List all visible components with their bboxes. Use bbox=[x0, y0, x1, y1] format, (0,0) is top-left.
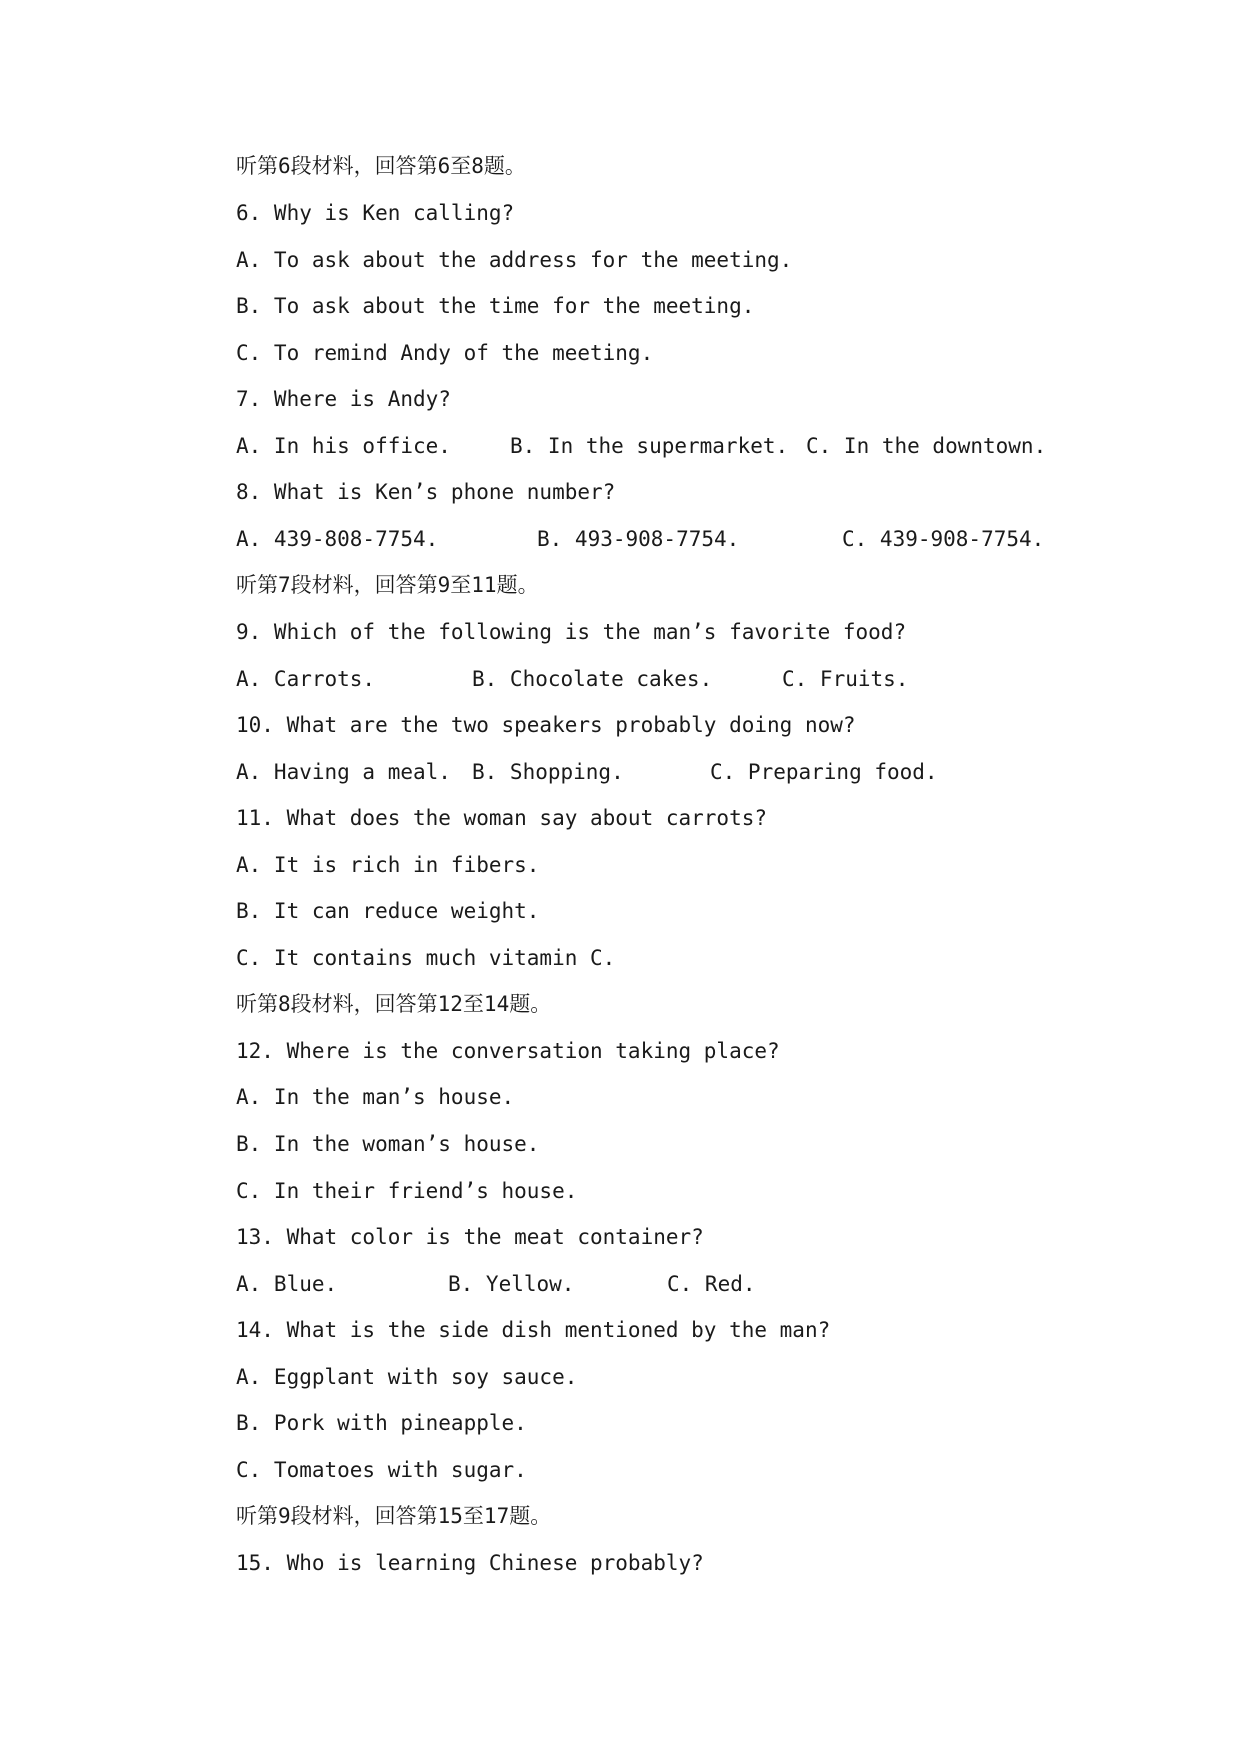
option-line: A. Eggplant with soy sauce. bbox=[236, 1365, 578, 1389]
option-line: C. It contains much vitamin C. bbox=[236, 946, 616, 970]
option-b: B. Chocolate cakes. bbox=[472, 667, 713, 691]
question-stem: 12. Where is the conversation taking place? bbox=[236, 1039, 780, 1063]
option-b: B. Shopping. bbox=[472, 760, 624, 784]
question-stem: 9. Which of the following is the man’s favorite food? bbox=[236, 620, 907, 644]
question-stem: 8. What is Ken’s phone number? bbox=[236, 480, 616, 504]
option-row bbox=[236, 431, 1047, 461]
option-b: B. 493-908-7754. bbox=[537, 527, 740, 551]
section-header: 听第7段材料，回答第9至11题。 bbox=[236, 573, 539, 597]
section-header: 听第9段材料，回答第15至17题。 bbox=[236, 1504, 552, 1528]
option-line: C. In their friend’s house. bbox=[236, 1179, 578, 1203]
question-stem: 6. Why is Ken calling? bbox=[236, 201, 515, 225]
option-line: B. To ask about the time for the meeting. bbox=[236, 294, 755, 318]
option-b: B. Yellow. bbox=[448, 1272, 575, 1296]
option-c: C. In the downtown. bbox=[806, 434, 1047, 458]
option-line: A. To ask about the address for the meeting. bbox=[236, 248, 793, 272]
option-a: A. Blue. bbox=[236, 1272, 338, 1296]
question-stem: 7. Where is Andy? bbox=[236, 387, 451, 411]
option-c: C. Fruits. bbox=[782, 667, 909, 691]
option-row bbox=[236, 664, 1036, 694]
option-line: C. Tomatoes with sugar. bbox=[236, 1458, 527, 1482]
option-row bbox=[236, 757, 1036, 787]
option-c: C. Red. bbox=[667, 1272, 756, 1296]
option-c: C. 439-908-7754. bbox=[842, 527, 1045, 551]
option-line: B. Pork with pineapple. bbox=[236, 1411, 527, 1435]
option-a: A. Carrots. bbox=[236, 667, 376, 691]
question-stem: 13. What color is the meat container? bbox=[236, 1225, 704, 1249]
option-c: C. Preparing food. bbox=[710, 760, 938, 784]
question-stem: 10. What are the two speakers probably doing now? bbox=[236, 713, 856, 737]
option-line: B. In the woman’s house. bbox=[236, 1132, 540, 1156]
option-a: A. In his office. bbox=[236, 434, 451, 458]
question-stem: 11. What does the woman say about carrots? bbox=[236, 806, 768, 830]
question-stem: 15. Who is learning Chinese probably? bbox=[236, 1551, 704, 1575]
option-row bbox=[236, 524, 1045, 554]
section-header: 听第6段材料，回答第6至8题。 bbox=[236, 154, 526, 178]
option-line: A. It is rich in fibers. bbox=[236, 853, 540, 877]
option-line: A. In the man’s house. bbox=[236, 1085, 515, 1109]
option-b: B. In the supermarket. bbox=[510, 434, 789, 458]
option-a: A. 439-808-7754. bbox=[236, 527, 439, 551]
section-header: 听第8段材料，回答第12至14题。 bbox=[236, 992, 552, 1016]
question-stem: 14. What is the side dish mentioned by the man? bbox=[236, 1318, 831, 1342]
option-line: B. It can reduce weight. bbox=[236, 899, 540, 923]
option-line: C. To remind Andy of the meeting. bbox=[236, 341, 654, 365]
option-row bbox=[236, 1269, 1036, 1299]
option-a: A. Having a meal. bbox=[236, 760, 451, 784]
